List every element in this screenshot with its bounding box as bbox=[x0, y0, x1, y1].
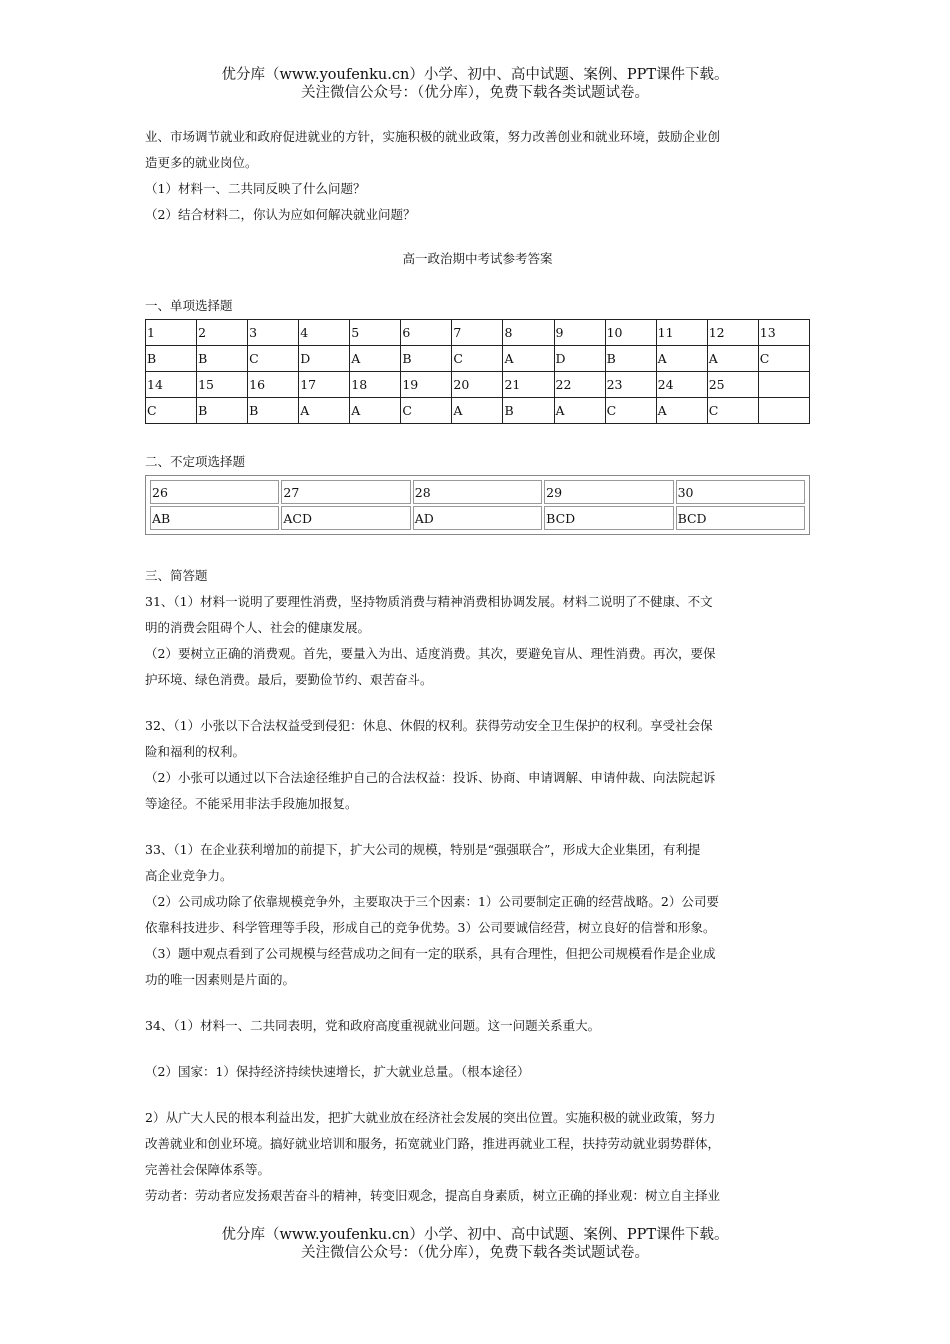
answer-line: 改善就业和创业环境。搞好就业培训和服务，拓宽就业门路，推进再就业工程，扶持劳动就业弱势群体， bbox=[145, 1136, 721, 1151]
table-cell: A bbox=[707, 346, 758, 372]
table-row bbox=[146, 398, 810, 424]
table-cell: 2 bbox=[197, 320, 248, 346]
intro-block bbox=[145, 124, 810, 228]
table-cell: A bbox=[554, 398, 605, 424]
header-line-2: 关注微信公众号：（优分库），免费下载各类试题试卷。 bbox=[301, 85, 649, 101]
table-cell: 3 bbox=[248, 320, 299, 346]
answer-line: 明的消费会阻碍个人、社会的健康发展。 bbox=[145, 620, 371, 635]
answer-line: 31、（1）材料一说明了要理性消费，坚持物质消费与精神消费相协调发展。材料二说明了不健康、不文 bbox=[145, 594, 713, 609]
table-cell: D bbox=[554, 346, 605, 372]
table-cell: C bbox=[707, 398, 758, 424]
answer-line: 护环境、绿色消费。最后，要勤俭节约、艰苦奋斗。 bbox=[145, 672, 433, 687]
table-cell: A bbox=[452, 398, 503, 424]
table-cell: 1 bbox=[146, 320, 197, 346]
section-2 bbox=[145, 449, 810, 535]
page-header bbox=[0, 66, 950, 102]
answer-line: 完善社会保障体系等。 bbox=[145, 1162, 271, 1177]
section-2-heading: 二、不定项选择题 bbox=[145, 454, 246, 469]
table-cell: 22 bbox=[554, 372, 605, 398]
table-cell: 12 bbox=[707, 320, 758, 346]
table-cell: 26 bbox=[150, 480, 279, 504]
single-choice-table bbox=[145, 319, 810, 424]
answer-32 bbox=[145, 713, 810, 817]
table-cell: B bbox=[248, 398, 299, 424]
table-cell: C bbox=[605, 398, 656, 424]
table-cell: B bbox=[503, 398, 554, 424]
section-3 bbox=[145, 563, 810, 1209]
table-cell: 21 bbox=[503, 372, 554, 398]
table-cell: 30 bbox=[676, 480, 805, 504]
answer-line: （2）小张可以通过以下合法途径维护自己的合法权益：投诉、协商、申请调解、申请仲裁、向法院起诉 bbox=[145, 770, 716, 785]
answer-31 bbox=[145, 589, 810, 693]
table-cell: C bbox=[452, 346, 503, 372]
section-1 bbox=[145, 293, 810, 424]
table-cell: C bbox=[146, 398, 197, 424]
table-cell: 10 bbox=[605, 320, 656, 346]
answer-line: 依靠科技进步、科学管理等手段，形成自己的竞争优势。3）公司要诚信经营，树立良好的信誉和形象。 bbox=[145, 920, 716, 935]
answer-line: 2）从广大人民的根本利益出发，把扩大就业放在经济社会发展的突出位置。实施积极的就业政策，努力 bbox=[145, 1110, 716, 1125]
answer-line: 32、（1）小张以下合法权益受到侵犯：休息、休假的权利。获得劳动安全卫生保护的权利。享受社会保 bbox=[145, 718, 713, 733]
table-row bbox=[146, 320, 810, 346]
table-cell: B bbox=[605, 346, 656, 372]
table-cell: ACD bbox=[281, 506, 410, 530]
table-cell: A bbox=[350, 346, 401, 372]
table-cell: D bbox=[299, 346, 350, 372]
table-cell bbox=[758, 372, 809, 398]
answer-line: 高企业竞争力。 bbox=[145, 868, 233, 883]
table-cell: 27 bbox=[281, 480, 410, 504]
table-cell: B bbox=[197, 346, 248, 372]
page-footer bbox=[0, 1226, 950, 1262]
table-cell: A bbox=[503, 346, 554, 372]
answer-line: 功的唯一因素则是片面的。 bbox=[145, 972, 296, 987]
answer-line: 34、（1）材料一、二共同表明，党和政府高度重视就业问题。这一问题关系重大。 bbox=[145, 1018, 601, 1033]
table-cell: A bbox=[299, 398, 350, 424]
table-cell: AD bbox=[413, 506, 542, 530]
table-cell: 23 bbox=[605, 372, 656, 398]
table-row bbox=[150, 506, 805, 530]
multi-choice-table bbox=[148, 478, 807, 532]
table-cell: 16 bbox=[248, 372, 299, 398]
table-cell: 14 bbox=[146, 372, 197, 398]
answer-line: （2）要树立正确的消费观。首先，要量入为出、适度消费。其次，要避免盲从、理性消费。再次，要保 bbox=[145, 646, 716, 661]
table-cell: B bbox=[197, 398, 248, 424]
answer-line: （2）公司成功除了依靠规模竞争外，主要取决于三个因素：1）公司要制定正确的经营战略。2）公司要 bbox=[145, 894, 719, 909]
answer-33 bbox=[145, 837, 810, 993]
table-cell: 13 bbox=[758, 320, 809, 346]
table-cell: 24 bbox=[656, 372, 707, 398]
table-cell: BCD bbox=[676, 506, 805, 530]
table-cell: 19 bbox=[401, 372, 452, 398]
table-cell: B bbox=[146, 346, 197, 372]
intro-line: 造更多的就业岗位。 bbox=[145, 155, 258, 170]
table-cell: 4 bbox=[299, 320, 350, 346]
answer-title: 高一政治期中考试参考答案 bbox=[402, 251, 553, 266]
table-cell bbox=[758, 398, 809, 424]
footer-line-2: 关注微信公众号：（优分库），免费下载各类试题试卷。 bbox=[301, 1245, 649, 1261]
table-cell: A bbox=[656, 346, 707, 372]
answer-line: 劳动者：劳动者应发扬艰苦奋斗的精神，转变旧观念，提高自身素质，树立正确的择业观：树立自主择业 bbox=[145, 1188, 721, 1203]
table-cell: 18 bbox=[350, 372, 401, 398]
table-cell: 20 bbox=[452, 372, 503, 398]
table-cell: 28 bbox=[413, 480, 542, 504]
table-cell: 8 bbox=[503, 320, 554, 346]
section-1-heading: 一、单项选择题 bbox=[145, 298, 233, 313]
table-cell: BCD bbox=[544, 506, 673, 530]
table-cell: A bbox=[656, 398, 707, 424]
footer-line-1: 优分库（www.youfenku.cn）小学、初中、高中试题、案例、PPT课件下载。 bbox=[221, 1227, 729, 1243]
table-cell: 15 bbox=[197, 372, 248, 398]
table-cell: 6 bbox=[401, 320, 452, 346]
table-cell: B bbox=[401, 346, 452, 372]
table-row bbox=[150, 480, 805, 504]
table-cell: 25 bbox=[707, 372, 758, 398]
table-cell: 29 bbox=[544, 480, 673, 504]
multi-choice-table-frame bbox=[145, 475, 810, 535]
table-cell: 7 bbox=[452, 320, 503, 346]
question-1: （1）材料一、二共同反映了什么问题？ bbox=[145, 181, 366, 196]
answer-line: 险和福利的权利。 bbox=[145, 744, 246, 759]
table-cell: 9 bbox=[554, 320, 605, 346]
question-2: （2）结合材料二，你认为应如何解决就业问题？ bbox=[145, 207, 416, 222]
table-row bbox=[146, 346, 810, 372]
answer-line: （2）国家：1）保持经济持续快速增长，扩大就业总量。（根本途径） bbox=[145, 1064, 530, 1079]
answer-line: 等途径。不能采用非法手段施加报复。 bbox=[145, 796, 358, 811]
table-row bbox=[146, 372, 810, 398]
table-cell: C bbox=[401, 398, 452, 424]
answer-line: 33、（1）在企业获利增加的前提下，扩大公司的规模，特别是“强强联合”，形成大企业集团，有利提 bbox=[145, 842, 701, 857]
answer-34 bbox=[145, 1013, 810, 1209]
section-3-heading: 三、简答题 bbox=[145, 568, 208, 583]
table-cell: 17 bbox=[299, 372, 350, 398]
table-cell: 11 bbox=[656, 320, 707, 346]
table-cell: C bbox=[248, 346, 299, 372]
table-cell: A bbox=[350, 398, 401, 424]
table-cell: AB bbox=[150, 506, 279, 530]
table-cell: 5 bbox=[350, 320, 401, 346]
answer-line: （3）题中观点看到了公司规模与经营成功之间有一定的联系，具有合理性，但把公司规模看作是企业成 bbox=[145, 946, 716, 961]
intro-line: 业、市场调节就业和政府促进就业的方针，实施积极的就业政策，努力改善创业和就业环境，鼓励企业创 bbox=[145, 129, 721, 144]
table-cell: C bbox=[758, 346, 809, 372]
header-line-1: 优分库（www.youfenku.cn）小学、初中、高中试题、案例、PPT课件下载。 bbox=[221, 67, 729, 83]
